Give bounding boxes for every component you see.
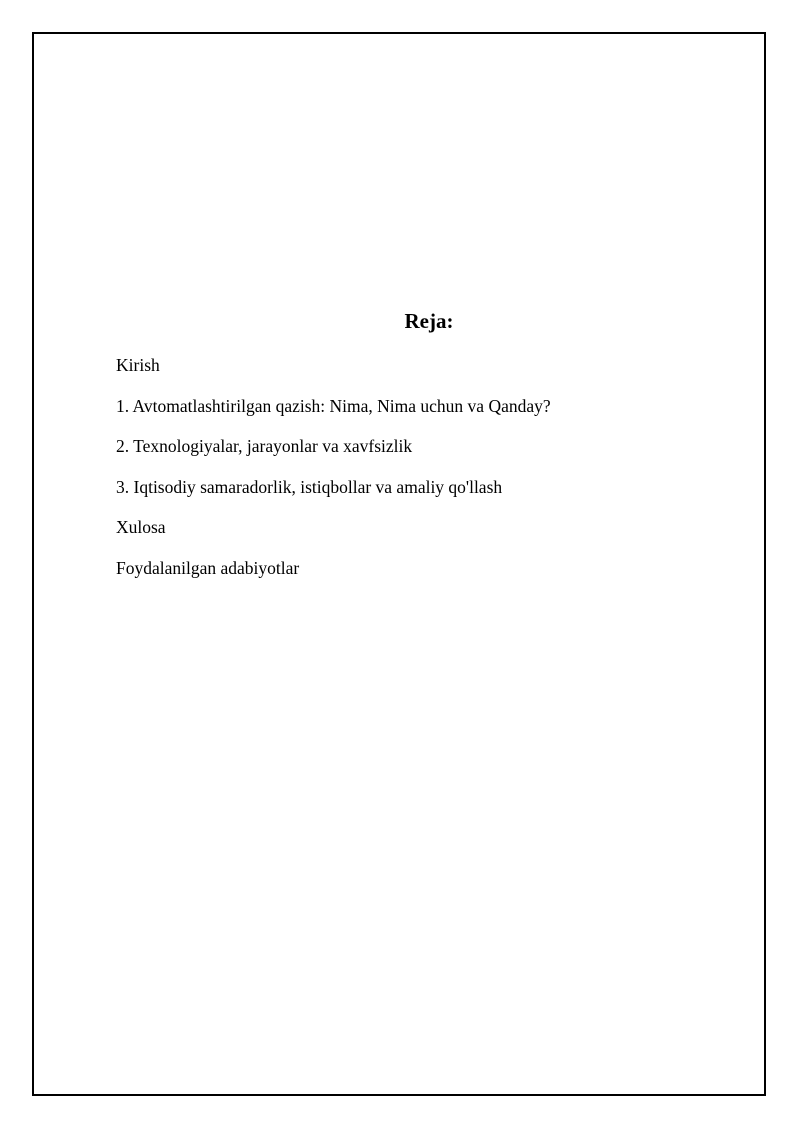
toc-item-chapter-2: 2. Texnologiyalar, jarayonlar va xavfsizlik xyxy=(116,436,413,456)
toc-item-chapter-3: 3. Iqtisodiy samaradorlik, istiqbollar va amaliy qo'llash xyxy=(116,476,503,497)
toc-item-chapter-1: 1. Avtomatlashtirilgan qazish: Nima, Nima uchun va Qanday? xyxy=(116,395,551,416)
page-title: Reja: xyxy=(404,309,454,333)
table-of-contents xyxy=(116,354,551,597)
toc-item-conclusion: Xulosa xyxy=(116,517,166,537)
toc-item-introduction: Kirish xyxy=(116,355,160,375)
toc-item-references: Foydalanilgan adabiyotlar xyxy=(116,557,300,578)
page-border xyxy=(32,32,766,1096)
